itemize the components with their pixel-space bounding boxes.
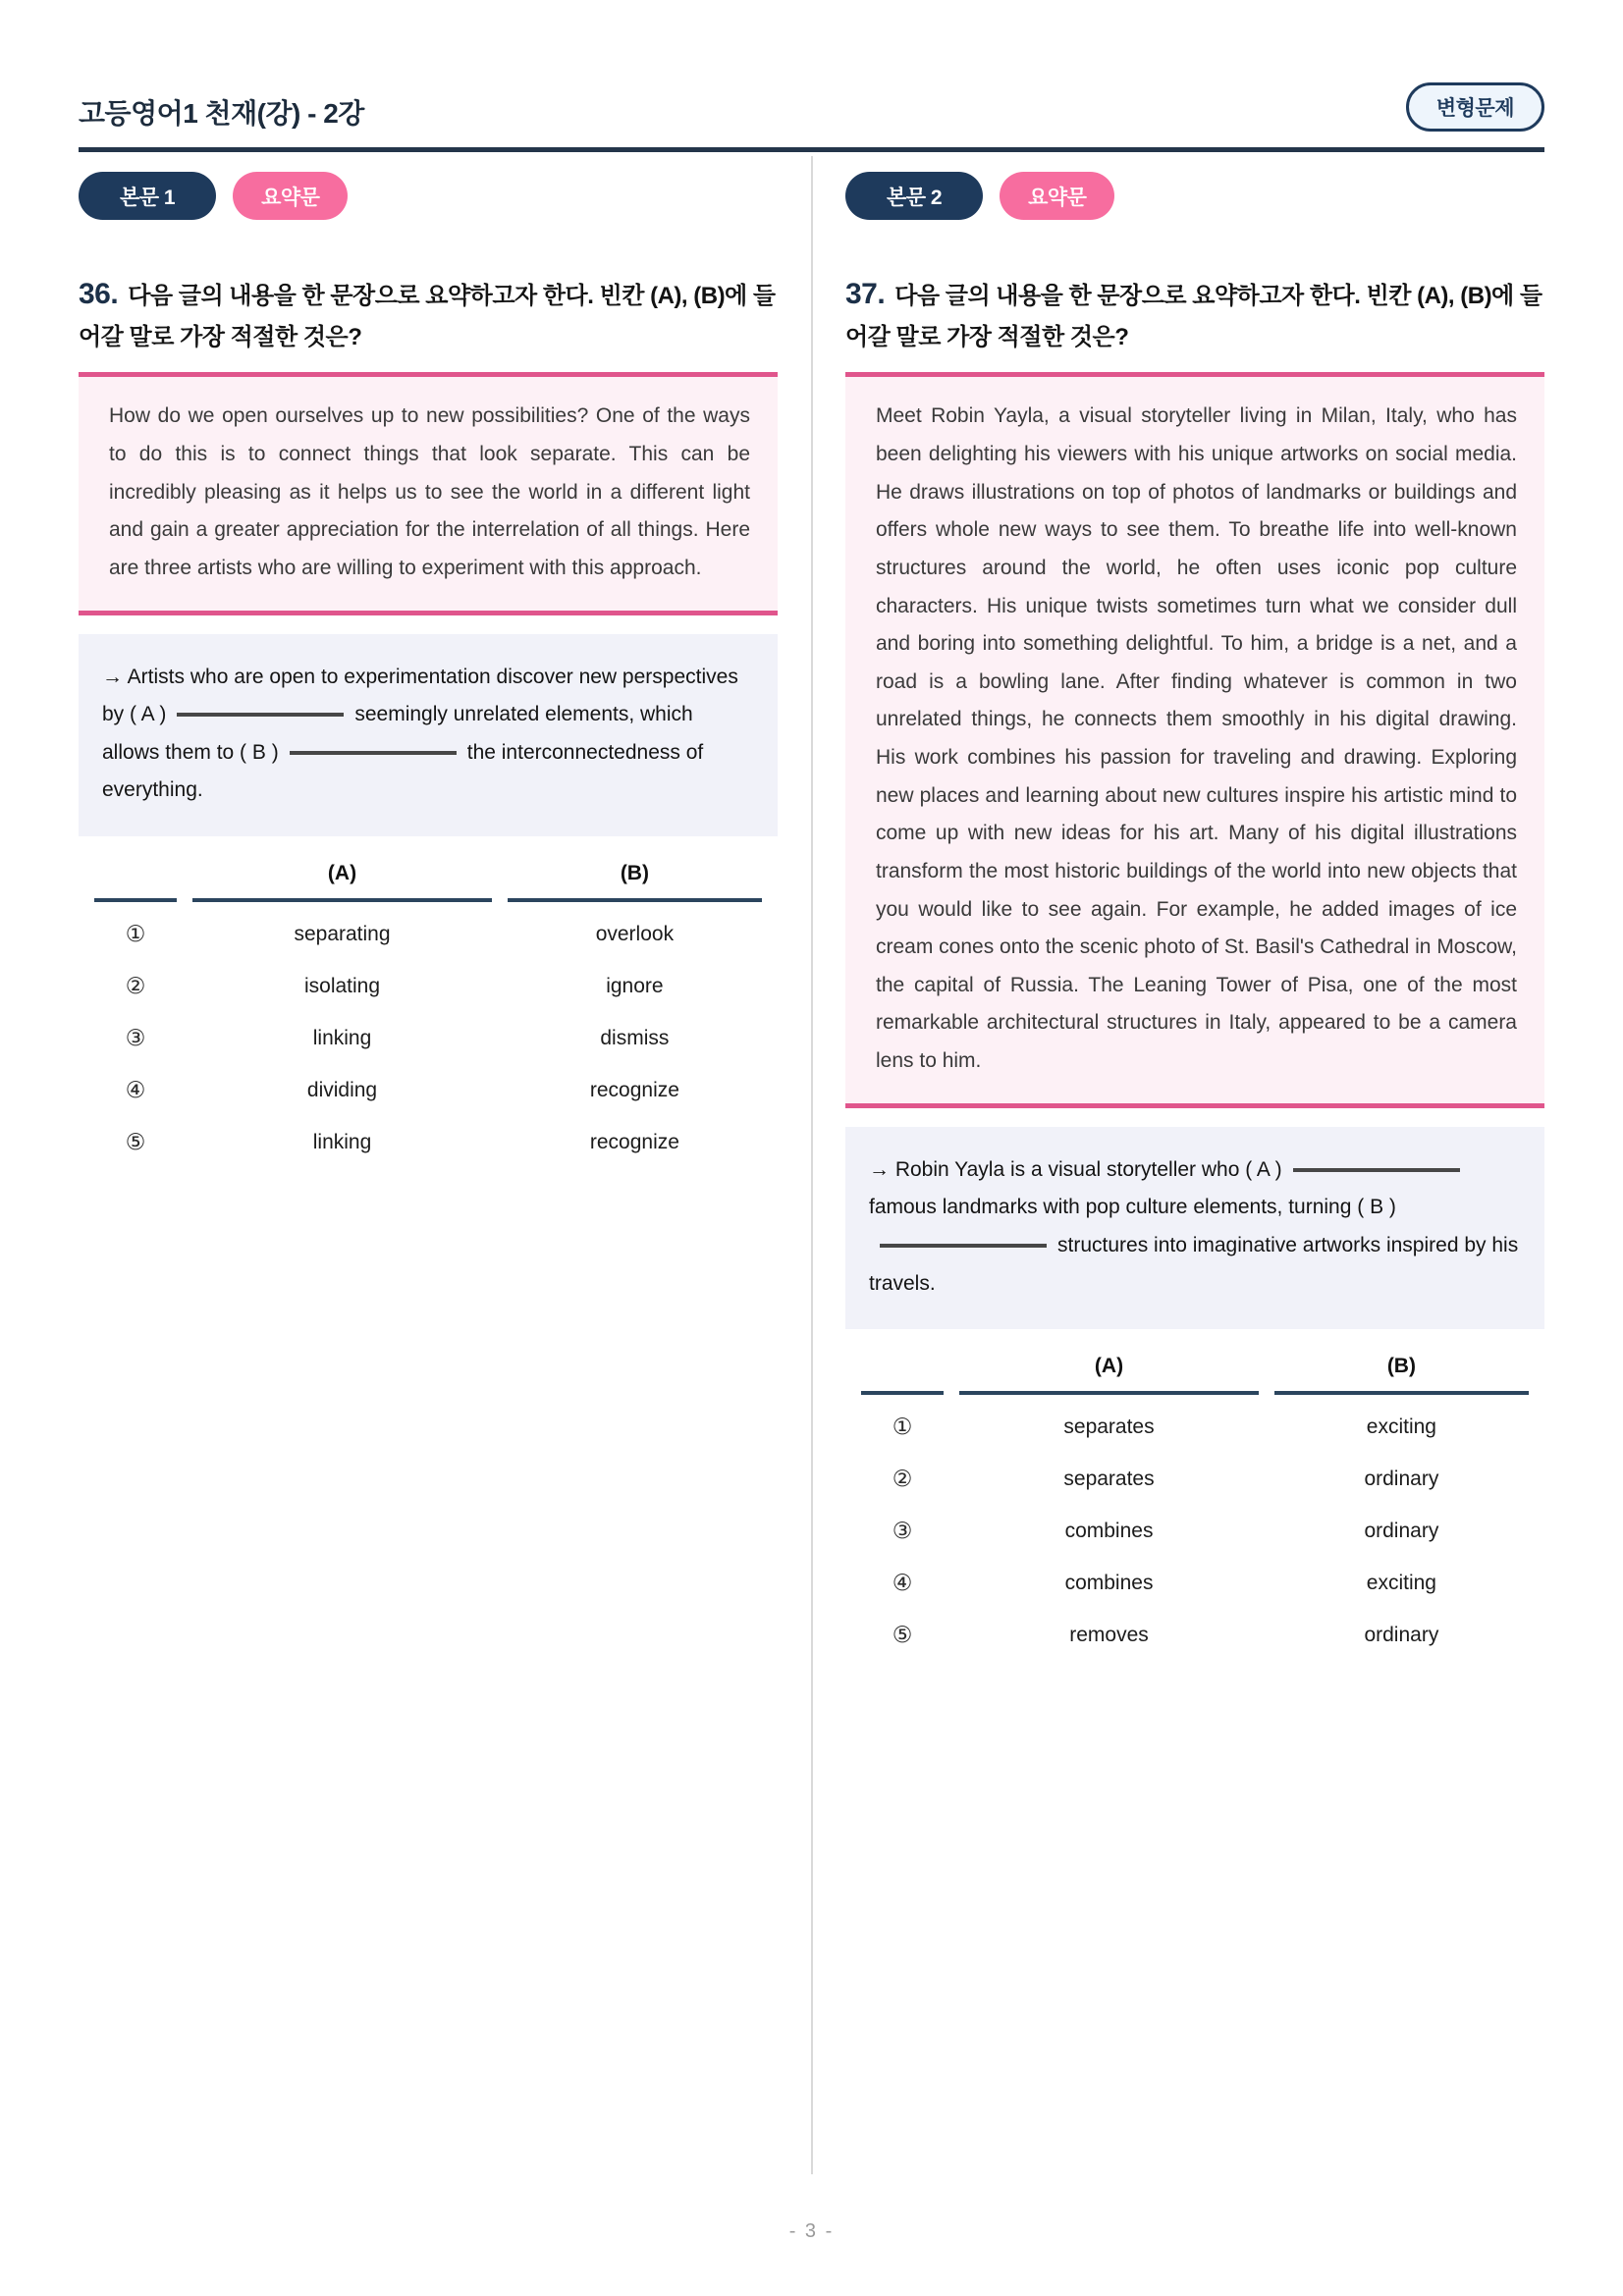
option-b-value: recognize: [589, 1078, 679, 1101]
option-a-value: separates: [1063, 1415, 1155, 1438]
option-a-value: linking: [312, 1026, 372, 1049]
option-a-value: linking: [312, 1130, 372, 1153]
page-header: [0, 0, 1623, 147]
option-row-5: [861, 1609, 1529, 1661]
option-a-value: dividing: [306, 1078, 378, 1101]
option-b-value: dismiss: [600, 1026, 670, 1049]
options-header-b: (B): [508, 862, 762, 902]
option-row-2: [861, 1453, 1529, 1505]
option-a-value: combines: [1064, 1519, 1154, 1542]
tag-passage-2: 본문 2: [845, 172, 983, 220]
summary-37-segment-1: → Robin Yayla is a visual storyteller who ( A ): [869, 1157, 1282, 1181]
option-row-4: [94, 1064, 762, 1116]
question-36-number: 36.: [79, 278, 119, 310]
option-b-value: ordinary: [1364, 1467, 1439, 1490]
options-header-b: (B): [1274, 1355, 1529, 1395]
question-37-number: 37.: [845, 278, 886, 310]
blank-b-36: [290, 745, 457, 755]
option-number: ⑤: [125, 1129, 146, 1155]
summary-36-segment-2: seemingly unrelated elements, which allows them to ( B ): [102, 703, 693, 764]
option-row-1: [861, 1395, 1529, 1453]
blank-a-37: [1293, 1162, 1460, 1172]
variant-problem-badge: 변형문제: [1406, 82, 1544, 132]
question-37-tags: [845, 172, 1544, 220]
question-36-passage: How do we open ourselves up to new possibilities? One of the ways to do this is to connect things that look separate. This can be incredibly pleasing as it helps us to see the world in a different light and gain a greater appreciation for the interrelation of all things. Here are three artists who are willing to experiment with this approach.: [79, 372, 778, 614]
blank-b-37: [880, 1238, 1047, 1248]
option-row-2: [94, 960, 762, 1012]
question-36-tags: [79, 172, 778, 220]
tag-summary: 요약문: [233, 172, 348, 220]
blank-a-36: [177, 707, 344, 717]
option-row-5: [94, 1116, 762, 1168]
column-divider: [811, 156, 813, 2174]
summary-37-segment-3: structures into imaginative artworks inspired by his travels.: [869, 1233, 1519, 1295]
question-37-passage: Meet Robin Yayla, a visual storyteller living in Milan, Italy, who has been delighting his viewers with his unique artworks on social media. He draws illustrations on top of photos of landmarks or buildings and offers whole new ways to see them. To breathe life into well-known structures around the world, he often uses iconic pop culture characters. His unique twists sometimes turn what we consider dull and boring into something delightful. To him, a bridge is a net, and a road is a bowling lane. After finding whatever is common in two unrelated things, he connects them smoothly in his digital drawing. His work combines his passion for traveling and drawing. Exploring new places and learning about new cultures inspire his artistic mind to come up with new ideas for his art. Many of his digital illustrations transform the most historic buildings of the world into new objects that you would like to see again. For example, he added images of ice cream cones onto the scenic photo of St. Basil's Cathedral in Moscow, the capital of Russia. The Leaning Tower of Pisa, one of the most remarkable architectural structures in Italy, appeared to be a camera lens to him.: [845, 372, 1544, 1107]
option-row-1: [94, 902, 762, 960]
option-number: ①: [892, 1414, 913, 1440]
option-number: ④: [892, 1570, 913, 1596]
document-title: 고등영어1 천재(강) - 2강: [79, 98, 364, 129]
question-36-summary: [79, 634, 778, 837]
option-b-value: ordinary: [1364, 1519, 1439, 1542]
options-header-a: (A): [192, 862, 492, 902]
options-header-num: [94, 862, 177, 902]
question-37-summary: [845, 1127, 1544, 1330]
option-b-value: exciting: [1366, 1415, 1436, 1438]
option-number: ④: [125, 1077, 146, 1103]
tag-passage-1: 본문 1: [79, 172, 216, 220]
option-a-value: removes: [1069, 1623, 1149, 1646]
question-37-title: [845, 271, 1544, 356]
question-36-block: [79, 168, 778, 2174]
option-b-value: overlook: [595, 922, 675, 945]
option-a-value: isolating: [303, 974, 381, 997]
question-36-title: [79, 271, 778, 356]
options-table-36: [79, 862, 778, 1168]
summary-36-segment-3: the interconnectedness of everything.: [102, 740, 704, 802]
option-b-value: exciting: [1366, 1571, 1436, 1594]
option-number: ③: [892, 1518, 913, 1544]
options-table-37: [845, 1355, 1544, 1661]
two-column-layout: [79, 152, 1544, 2174]
option-number: ③: [125, 1025, 146, 1051]
option-b-value: ignore: [606, 974, 664, 997]
option-a-value: separates: [1063, 1467, 1155, 1490]
option-b-value: ordinary: [1364, 1623, 1439, 1646]
options-header-row: [94, 862, 762, 902]
option-number: ②: [892, 1466, 913, 1492]
options-header-a: (A): [959, 1355, 1259, 1395]
option-a-value: combines: [1064, 1571, 1154, 1594]
option-row-3: [861, 1505, 1529, 1557]
options-header-num: [861, 1355, 944, 1395]
summary-37-segment-2: famous landmarks with pop culture elements, turning ( B ): [869, 1196, 1396, 1219]
option-row-3: [94, 1012, 762, 1064]
question-37-block: [845, 168, 1544, 2174]
summary-36-segment-1: → Artists who are open to experimentation discover new perspectives by ( A ): [102, 665, 738, 726]
option-number: ⑤: [892, 1622, 913, 1648]
options-header-row: [861, 1355, 1529, 1395]
option-b-value: recognize: [589, 1130, 679, 1153]
tag-summary: 요약문: [1000, 172, 1114, 220]
question-37-text: 다음 글의 내용을 한 문장으로 요약하고자 한다. 빈칸 (A), (B)에 들어갈 말로 가장 적절한 것은?: [845, 283, 1542, 350]
option-a-value: separating: [294, 922, 391, 945]
option-number: ①: [125, 921, 146, 947]
page-number: - 3 -: [788, 2220, 835, 2242]
option-row-4: [861, 1557, 1529, 1609]
question-36-text: 다음 글의 내용을 한 문장으로 요약하고자 한다. 빈칸 (A), (B)에 들어갈 말로 가장 적절한 것은?: [79, 283, 776, 350]
option-number: ②: [125, 973, 146, 999]
